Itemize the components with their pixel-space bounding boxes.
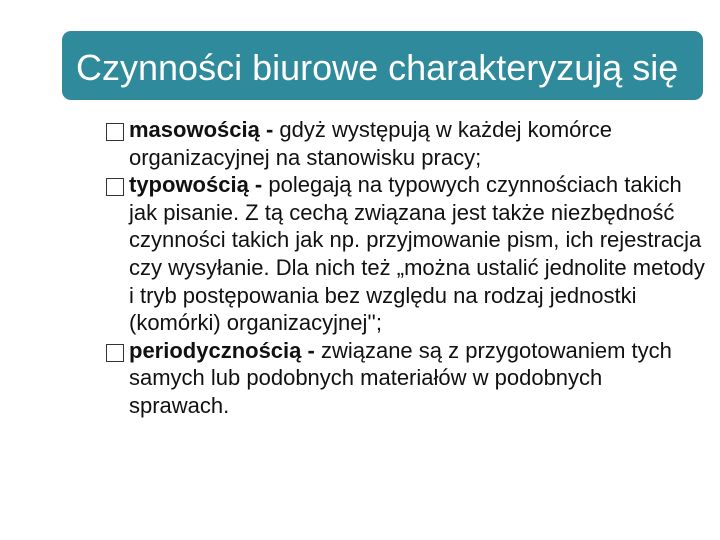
list-item-typowosc [108,171,708,337]
item-term: typowością - [129,172,269,198]
item-text: polegają na typowych czynnościach takich jak pisanie. Z tą cechą związana jest także niezbędność czynności takich jak np. przyjmowanie pism, ich rejestracja czy wysyłanie. Dla nich też „można ustalić jednolite metody i tryb postępowania bez względu na rodzaj jednostki (komórki) organizacyjnej''; [129,172,705,336]
square-bullet-icon [106,178,124,196]
square-bullet-icon [106,344,124,362]
item-term: periodycznością - [129,337,321,363]
square-bullet-icon [106,123,124,141]
item-text: związane są z przygotowaniem tych samych lub podobnych materiałów w podobnych sprawach. [129,337,672,418]
item-term: masowością - [129,117,280,142]
slide-title: Czynności biurowe charakteryzują się : [76,47,679,131]
item-text: gdyż występują w każdej komórce organizacyjnej na stanowisku pracy; [129,117,612,170]
bullet-list [108,116,708,420]
list-item-masowosc [108,116,708,171]
list-item-periodycznosc [108,337,708,420]
